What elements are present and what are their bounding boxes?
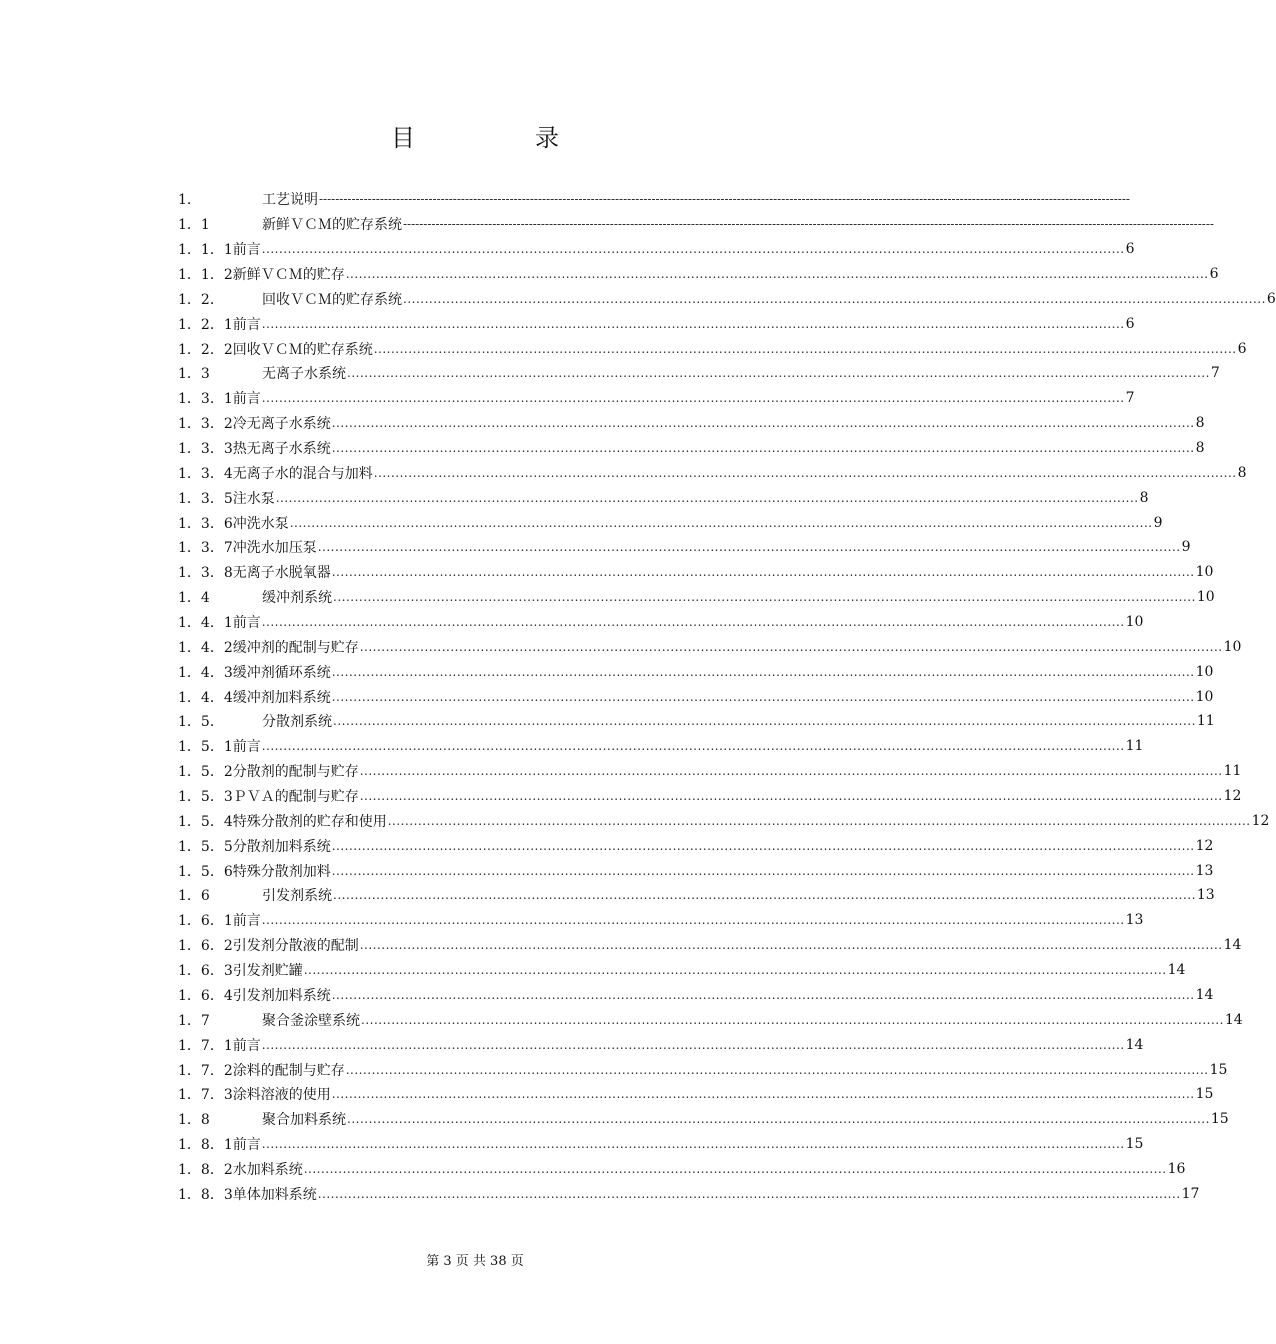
toc-entry[interactable] [178, 808, 1270, 833]
toc-entry[interactable] [178, 709, 1215, 734]
toc-entry[interactable] [178, 958, 1186, 983]
toc-entry-title: 涂料溶液的使用 [232, 1087, 331, 1104]
toc-entry[interactable] [178, 933, 1242, 958]
toc-entry-page: 16 [1167, 1160, 1186, 1177]
toc-entry[interactable] [178, 734, 1144, 759]
toc-entry[interactable] [178, 361, 1220, 386]
page-title: 目 录 [391, 124, 607, 152]
page-footer: 第 3 页 共 38 页 [426, 1254, 524, 1269]
toc-entry-number: 1．7 [178, 1012, 210, 1029]
toc-entry[interactable] [178, 386, 1135, 411]
toc-entry[interactable] [178, 286, 1276, 311]
toc-entry-number: 1． [178, 192, 201, 209]
toc-entry-number: 1．4 [178, 590, 210, 607]
toc-entry-title: 冲洗水加压泵 [232, 540, 317, 557]
toc-leader: ........................................................................................................................................................................................................ [261, 391, 1125, 406]
toc-entry[interactable] [178, 560, 1214, 585]
toc-entry-title: 前言 [232, 1037, 261, 1054]
toc-entry[interactable] [178, 1007, 1243, 1032]
toc-entry[interactable] [178, 585, 1215, 610]
toc-entry[interactable] [178, 311, 1135, 336]
toc-entry-number: 1．3．5 [178, 490, 233, 507]
toc-entry-page: 10 [1196, 589, 1215, 606]
toc-entry-number: 1．4．4 [178, 689, 233, 706]
toc-leader: ........................................................................................................................................................................................................ [333, 888, 1196, 903]
toc-entry[interactable] [178, 460, 1247, 485]
toc-entry-page: 10 [1195, 688, 1214, 705]
toc-entry-number: 1．6．3 [178, 963, 233, 980]
toc-leader: ........................................................................................................................................................................................................ [403, 291, 1266, 306]
toc-entry-title: 涂料的配制与贮存 [232, 1062, 345, 1079]
toc-entry-title: 注水泵 [232, 490, 275, 507]
toc-leader: ........................................................................................................................................................................................................ [261, 1137, 1125, 1152]
toc-entry-number: 1．2．1 [178, 316, 233, 333]
toc-entry-page: 15 [1195, 1086, 1214, 1103]
toc-entry-number: 1．3．8 [178, 565, 233, 582]
toc-leader: ........................................................................................................................................................................................................ [331, 664, 1195, 679]
toc-leader: ........................................................................................................................................................................................................ [361, 1012, 1224, 1027]
toc-entry-title: 聚合釜涂壁系统 [262, 1012, 360, 1029]
toc-entry-number: 1．5．6 [178, 863, 233, 880]
toc-entry[interactable] [178, 510, 1163, 535]
toc-entry-page: 8 [1139, 489, 1149, 506]
toc-entry-page: 6 [1237, 340, 1247, 357]
toc-entry-number: 1．6 [178, 888, 210, 905]
toc-entry-title: 前言 [232, 913, 261, 930]
toc-entry[interactable] [178, 610, 1144, 635]
toc-leader: ........................................................................................................................................................................................................ [275, 490, 1139, 505]
toc-entry-title: 无离子水脱氧器 [232, 565, 331, 582]
toc-entry[interactable] [178, 759, 1242, 784]
toc-entry-number: 1．8．1 [178, 1137, 233, 1154]
toc-entry-title: 缓冲剂循环系统 [232, 664, 331, 681]
toc-entry-number: 1．4．2 [178, 639, 233, 656]
toc-entry[interactable] [178, 411, 1205, 436]
toc-leader: ........................................................................................................................................................................................................ [359, 764, 1223, 779]
toc-entry[interactable] [178, 684, 1214, 709]
toc-entry[interactable] [178, 634, 1242, 659]
toc-entry-number: 1．3．1 [178, 391, 233, 408]
toc-leader: ........................................................................................................................................................................................................ [331, 416, 1195, 431]
toc-leader: ........................................................................................................................................................................................................ [331, 441, 1195, 456]
toc-entry-title: 特殊分散剂加料 [232, 863, 331, 880]
toc-entry-page: 14 [1195, 986, 1214, 1003]
toc-entry-title: 单体加料系统 [232, 1186, 317, 1203]
toc-entry-number: 1．5． [178, 714, 224, 731]
toc-entry-page: 14 [1167, 962, 1186, 979]
toc-leader: ........................................................................................................................................................................................................ [303, 1161, 1167, 1176]
toc-entry-number: 1．7．3 [178, 1087, 233, 1104]
toc-leader: ........................................................................................................................................................................................................ [373, 341, 1237, 356]
toc-entry[interactable] [178, 262, 1219, 287]
toc-entry-number: 1．8．2 [178, 1161, 233, 1178]
toc-entry-title: 前言 [232, 391, 261, 408]
toc-entry-number: 1．1．2 [178, 267, 233, 283]
toc-entry-page: 14 [1223, 937, 1242, 954]
toc-entry-number: 1．3．7 [178, 540, 233, 557]
toc-entry-page: 11 [1125, 738, 1144, 755]
toc-leader: ........................................................................................................................................................................................................ [261, 913, 1125, 928]
toc-entry-number: 1．8 [178, 1112, 210, 1129]
table-of-contents [178, 187, 1276, 1206]
toc-entry[interactable] [178, 883, 1215, 908]
toc-entry-title: 冲洗水泵 [232, 515, 289, 532]
toc-entry-number: 1．5．1 [178, 739, 233, 756]
toc-leader: ........................................................................................................................................................................................................ [303, 963, 1167, 978]
toc-entry-page: 13 [1196, 887, 1215, 904]
toc-leader: ........................................................................................................................................................................................................ [333, 590, 1196, 605]
toc-leader: ........................................................................................................................................................................................................ [345, 1062, 1209, 1077]
toc-entry-page: 15 [1125, 1136, 1144, 1153]
toc-entry-page: 6 [1125, 241, 1135, 258]
toc-entry-page: 10 [1195, 564, 1214, 581]
toc-entry-page: 13 [1195, 862, 1214, 879]
toc-entry[interactable] [178, 784, 1242, 809]
toc-entry-number: 1．3．6 [178, 515, 233, 532]
toc-leader: ........................................................................................................................................................................................................ [347, 366, 1210, 381]
toc-entry-title: 缓冲剂的配制与贮存 [232, 639, 359, 656]
toc-entry[interactable] [178, 187, 1130, 212]
toc-entry-title: ＰＶＡ的配制与贮存 [232, 789, 359, 806]
toc-entry[interactable] [178, 336, 1247, 361]
toc-entry-title: 前言 [232, 739, 261, 756]
toc-entry-title: 冷无离子水系统 [232, 416, 331, 433]
toc-entry[interactable] [178, 535, 1191, 560]
toc-entry-page: 12 [1195, 837, 1214, 854]
toc-entry-number: 1．5．5 [178, 838, 233, 855]
toc-entry-page: 10 [1195, 663, 1214, 680]
toc-leader: ........................................................................................................................................................................................................ [373, 465, 1237, 480]
toc-entry-number: 1．3．4 [178, 465, 233, 482]
toc-entry-page: 9 [1153, 514, 1163, 531]
toc-leader: ........................................................................................................................................................................................................ [261, 739, 1125, 754]
toc-entry[interactable] [178, 1181, 1200, 1206]
toc-entry-number: 1．5．2 [178, 764, 233, 781]
toc-leader: ........................................................................................................................................................................................................ [359, 789, 1223, 804]
toc-entry-number: 1．3 [178, 366, 210, 383]
toc-leader: ........................................................................................................................................................................................................ [387, 813, 1251, 828]
toc-entry-title: 引发剂加料系统 [232, 987, 331, 1004]
toc-entry-page: 12 [1251, 812, 1270, 829]
toc-leader: ........................................................................................................................................................................................................ [331, 689, 1195, 704]
toc-entry-title: 无离子水的混合与加料 [232, 465, 373, 482]
toc-entry[interactable] [178, 858, 1214, 883]
toc-entry-page: 6 [1209, 266, 1219, 282]
toc-entry[interactable] [178, 237, 1135, 262]
toc-entry-title: 前言 [232, 242, 261, 259]
toc-entry[interactable] [178, 1057, 1228, 1082]
toc-entry-page: 6 [1266, 290, 1276, 307]
toc-entry-title: 无离子水系统 [262, 366, 346, 383]
toc-entry-title: 热无离子水系统 [232, 441, 331, 458]
toc-entry-number: 1．6．4 [178, 987, 233, 1004]
toc-entry-title: 分散剂系统 [262, 714, 332, 731]
toc-entry-title: 引发剂贮罐 [232, 963, 303, 980]
toc-leader: ........................................................................................................................................................................................................ [331, 863, 1195, 878]
toc-leader: ........................................................................................................................................................................................................ [331, 838, 1195, 853]
toc-entry-title: 新鲜ＶＣＭ的贮存系统 [262, 217, 402, 234]
toc-entry-page: 8 [1195, 440, 1205, 457]
toc-leader: ........................................................................................................................................................................................................ [331, 565, 1195, 580]
toc-entry[interactable] [178, 1107, 1229, 1132]
toc-entry[interactable] [178, 212, 1214, 237]
toc-entry-number: 1．1．1 [178, 242, 233, 259]
toc-entry-number: 1．8．3 [178, 1186, 233, 1203]
toc-entry-title: 分散剂的配制与贮存 [232, 764, 359, 781]
toc-entry[interactable] [178, 1157, 1186, 1182]
toc-entry[interactable] [178, 908, 1144, 933]
toc-entry-page: 10 [1125, 614, 1144, 631]
toc-entry-number: 1．1 [178, 217, 210, 234]
toc-entry-number: 1．2． [178, 291, 224, 308]
toc-entry-number: 1．2．2 [178, 341, 233, 358]
toc-entry-number: 1．5．3 [178, 789, 233, 806]
toc-entry-title: 回收ＶＣＭ的贮存系统 [262, 291, 402, 308]
toc-entry-page: 8 [1237, 464, 1247, 481]
toc-entry-title: 引发剂分散液的配制 [232, 938, 359, 955]
toc-leader: ........................................................................................................................................................................................................ [345, 267, 1209, 281]
toc-entry-page: 15 [1210, 1111, 1229, 1128]
toc-entry-number: 1．3．2 [178, 416, 233, 433]
toc-entry-page: 14 [1224, 1011, 1243, 1028]
toc-leader: ........................................................................................................................................................................................................ [333, 714, 1196, 729]
toc-entry-title: 新鲜ＶＣＭ的贮存 [232, 267, 345, 283]
toc-entry[interactable] [178, 1082, 1214, 1107]
toc-entry-number: 1．6．1 [178, 913, 233, 930]
toc-entry-page: 9 [1181, 539, 1191, 556]
toc-entry-title: 工艺说明 [262, 192, 318, 209]
toc-entry[interactable] [178, 485, 1149, 510]
toc-entry-title: 回收ＶＣＭ的贮存系统 [232, 341, 373, 358]
toc-entry-page: 10 [1223, 638, 1242, 655]
toc-entry-page: 7 [1210, 365, 1220, 382]
toc-entry-page: 6 [1125, 315, 1135, 332]
toc-leader: ........................................................................................................................................................................................................ [261, 242, 1125, 257]
toc-entry-page: 12 [1223, 788, 1242, 805]
toc-leader: ........................................................................................................................................................................................................ [347, 1112, 1210, 1127]
toc-leader: ........................................................................................................................................................................................................ [289, 515, 1153, 530]
toc-leader: ........................................................................................................................................................................................................ [261, 316, 1125, 331]
toc-leader: -------------------------------------------------------------------------------------------------------------------------------------------------------------------------------------------------------- [403, 217, 1214, 232]
toc-entry[interactable] [178, 833, 1214, 858]
toc-entry-title: 前言 [232, 1137, 261, 1154]
toc-leader: ........................................................................................................................................................................................................ [317, 1186, 1181, 1201]
toc-entry-page: 17 [1181, 1185, 1200, 1202]
toc-entry-number: 1．6．2 [178, 938, 233, 955]
toc-entry[interactable] [178, 1032, 1144, 1057]
toc-entry-page: 11 [1223, 763, 1242, 780]
toc-entry[interactable] [178, 436, 1205, 461]
toc-entry-title: 水加料系统 [232, 1161, 303, 1178]
toc-entry-title: 前言 [232, 615, 261, 632]
toc-entry-number: 1．5．4 [178, 813, 233, 830]
toc-entry-page: 11 [1196, 713, 1215, 730]
toc-entry-page: 13 [1125, 912, 1144, 929]
toc-leader: ........................................................................................................................................................................................................ [261, 1037, 1125, 1052]
toc-entry-number: 1．4．1 [178, 615, 233, 632]
toc-entry-number: 1．3．3 [178, 441, 233, 458]
toc-entry-page: 8 [1195, 415, 1205, 432]
toc-entry-page: 14 [1125, 1036, 1144, 1053]
toc-leader: ........................................................................................................................................................................................................ [331, 987, 1195, 1002]
toc-entry-page: 15 [1209, 1061, 1228, 1078]
toc-entry[interactable] [178, 1132, 1144, 1157]
toc-entry-number: 1．7．1 [178, 1037, 233, 1054]
toc-leader: ........................................................................................................................................................................................................ [359, 639, 1223, 654]
toc-leader: ........................................................................................................................................................................................................ [359, 938, 1223, 953]
toc-entry-number: 1．7．2 [178, 1062, 233, 1079]
toc-leader: ........................................................................................................................................................................................................ [261, 615, 1125, 630]
toc-entry[interactable] [178, 659, 1214, 684]
toc-entry-title: 引发剂系统 [262, 888, 332, 905]
toc-entry-title: 特殊分散剂的贮存和使用 [232, 813, 387, 830]
toc-leader: -------------------------------------------------------------------------------------------------------------------------------------------------------------------------------------------------------- [319, 192, 1130, 207]
toc-entry-page: 7 [1125, 390, 1135, 407]
toc-entry-title: 缓冲剂系统 [262, 590, 332, 607]
toc-entry[interactable] [178, 983, 1214, 1008]
toc-leader: ........................................................................................................................................................................................................ [317, 540, 1181, 555]
toc-entry-number: 1．4．3 [178, 664, 233, 681]
toc-entry-title: 分散剂加料系统 [232, 838, 331, 855]
toc-entry-title: 前言 [232, 316, 261, 333]
toc-entry-title: 缓冲剂加料系统 [232, 689, 331, 706]
toc-leader: ........................................................................................................................................................................................................ [331, 1087, 1195, 1102]
toc-entry-title: 聚合加料系统 [262, 1112, 346, 1129]
